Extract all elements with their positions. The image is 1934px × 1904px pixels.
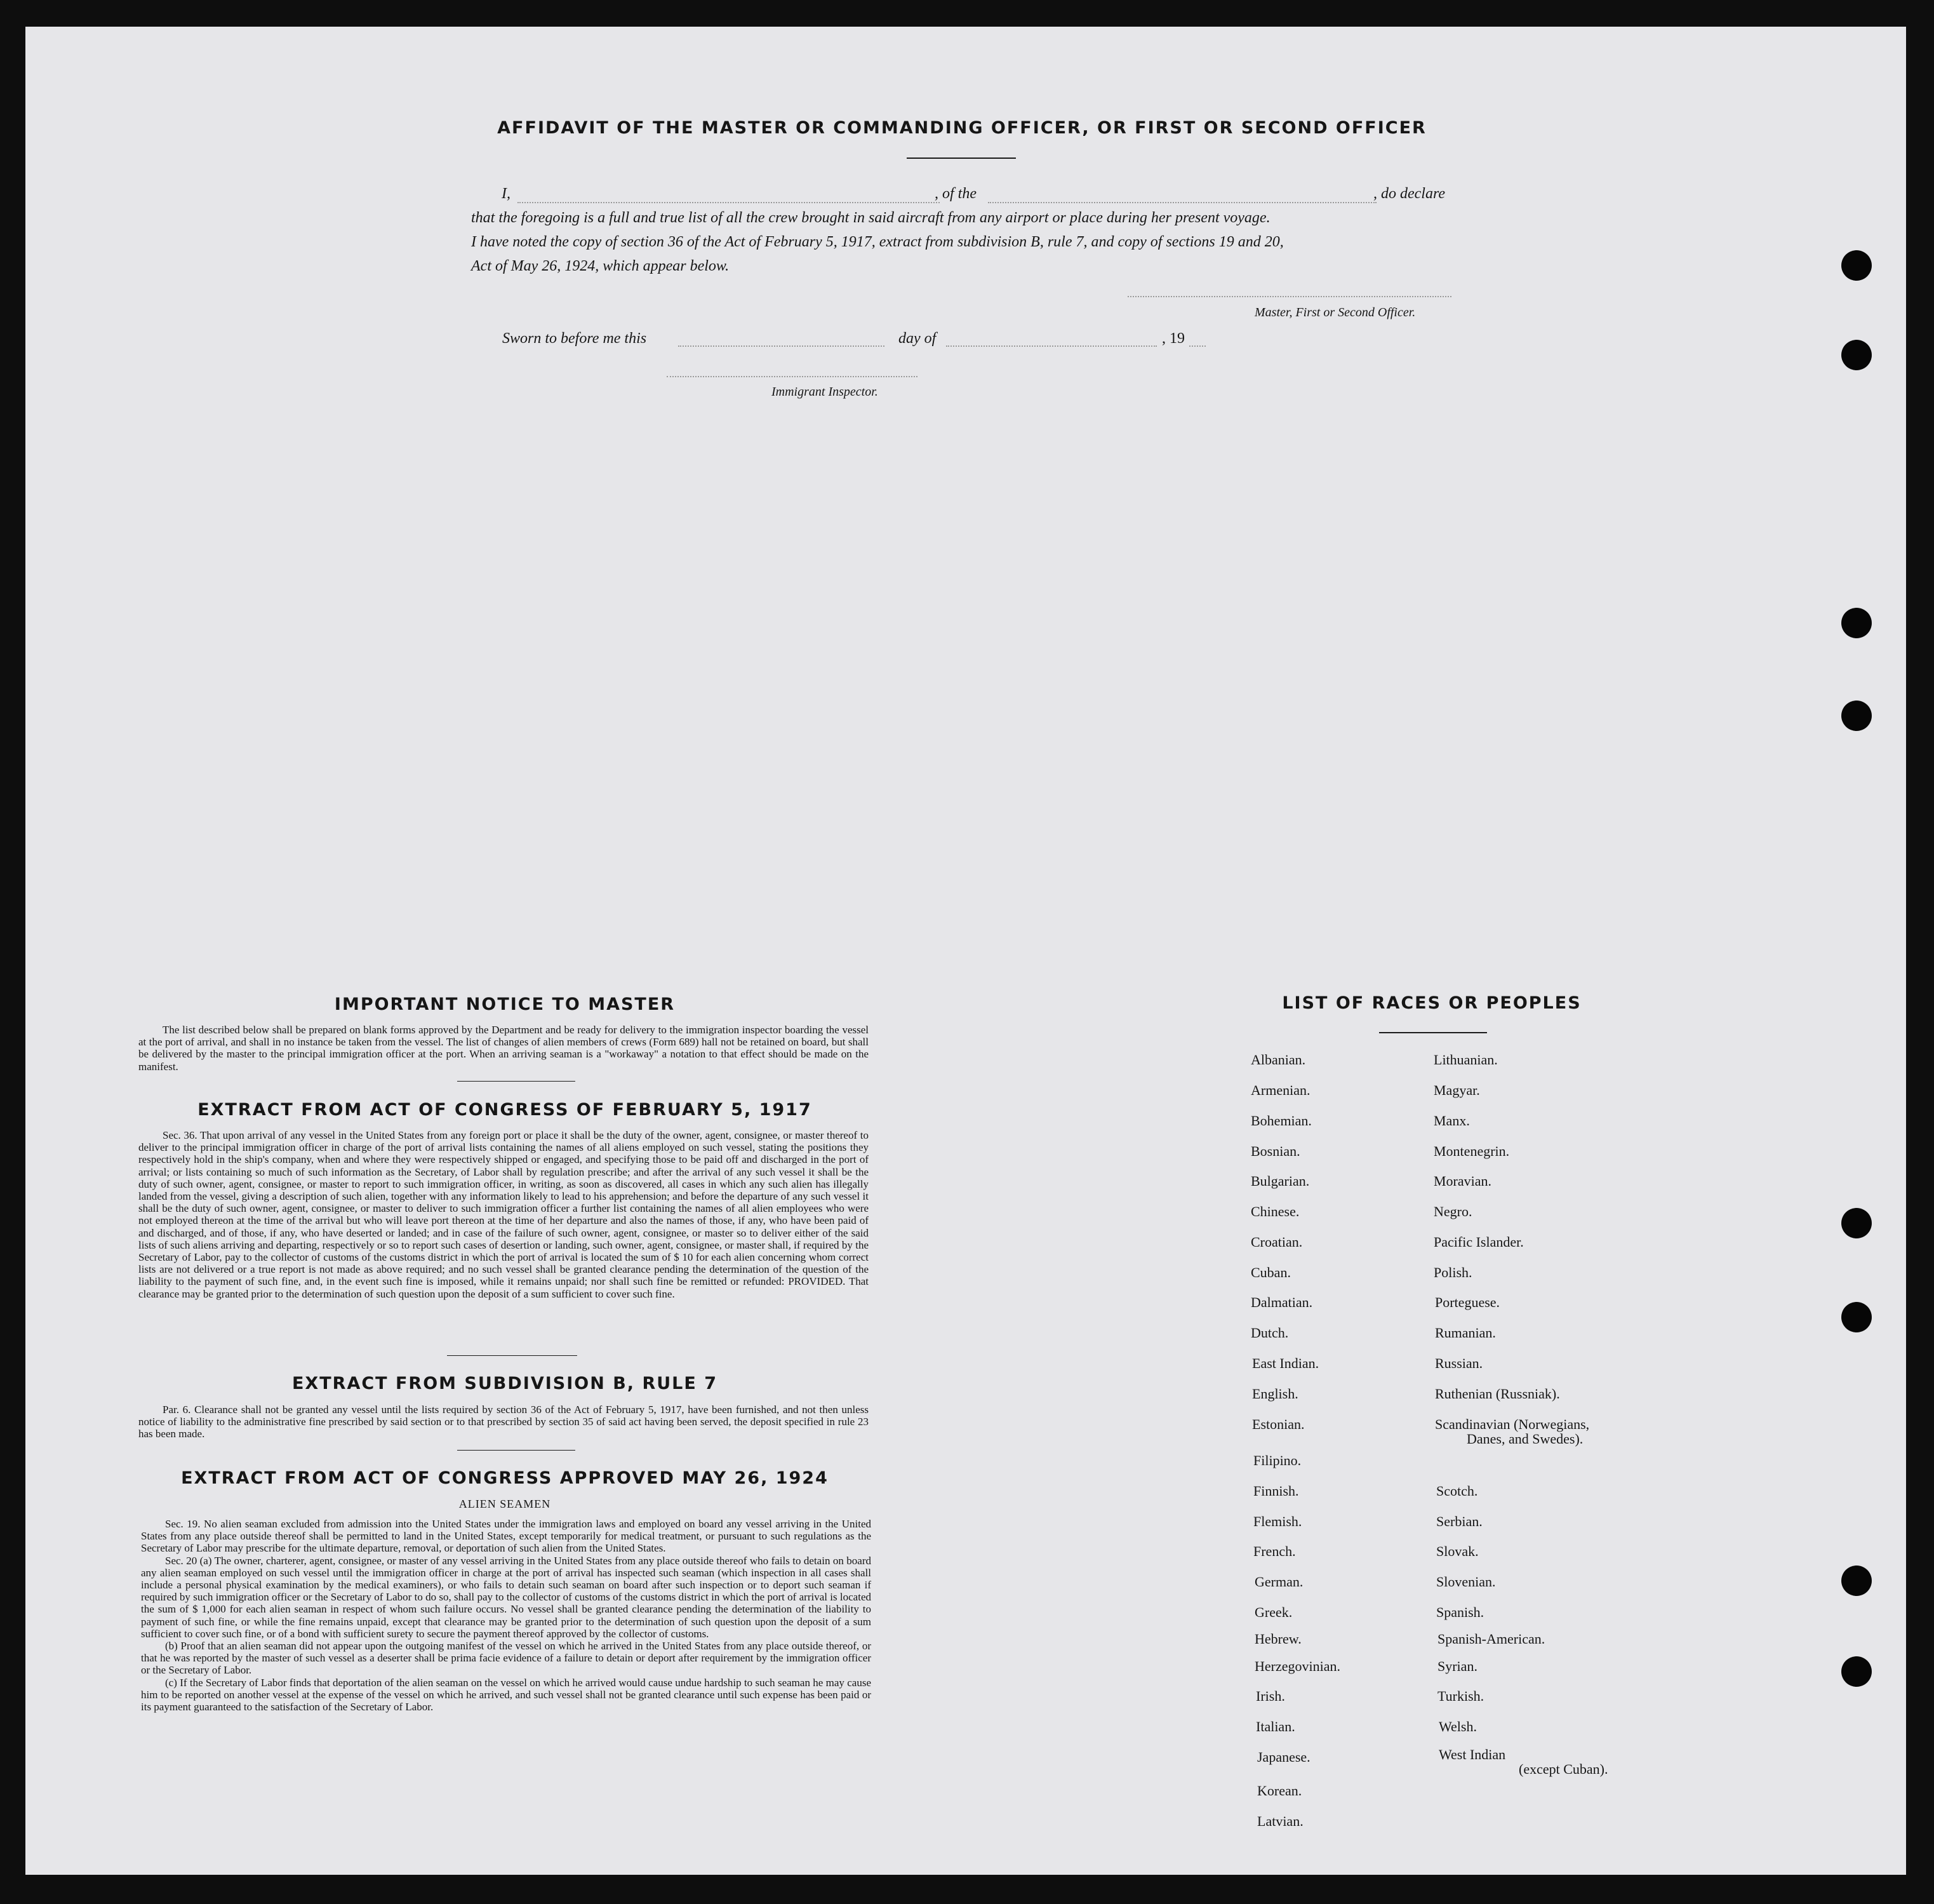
race-item: Dutch. [1251, 1325, 1289, 1341]
race-item: Moravian. [1434, 1173, 1492, 1189]
race-item: English. [1252, 1386, 1298, 1402]
race-item: West Indian [1439, 1746, 1506, 1762]
race-item: Ruthenian (Russniak). [1435, 1386, 1560, 1402]
race-item: Chinese. [1251, 1203, 1300, 1219]
race-item: Negro. [1434, 1203, 1472, 1219]
race-item: Montenegrin. [1434, 1143, 1510, 1159]
race-item: Irish. [1256, 1688, 1285, 1704]
notice-title: IMPORTANT NOTICE TO MASTER [334, 995, 676, 1014]
race-item: Scandinavian (Norwegians, [1435, 1416, 1590, 1432]
race-item: East Indian. [1252, 1355, 1319, 1371]
races-title: LIST OF RACES OR PEOPLES [1282, 993, 1582, 1013]
race-item: Bosnian. [1251, 1143, 1300, 1159]
race-item: Italian. [1256, 1719, 1295, 1734]
extract-1924-title: EXTRACT FROM ACT OF CONGRESS APPROVED MAY 26, 1924 [181, 1468, 829, 1488]
punch-hole [1841, 1656, 1872, 1687]
punch-hole [1841, 1208, 1872, 1238]
rule-7-title: EXTRACT FROM SUBDIVISION B, RULE 7 [291, 1374, 718, 1393]
race-item: Finnish. [1253, 1483, 1299, 1499]
extract-1917-text [138, 1129, 869, 1300]
name-blank[interactable] [517, 202, 940, 203]
sec-19-paragraph: Sec. 19. No alien seaman excluded from admission into the United States under the immigration laws and employed on board any vessel arriving in the United States from any place outside thereof shall be permitted to land in the United States, except temporarily for medical treatment, or pursuant to such regulations as the Secretary of Labor may prescribe for the ultimate departure, removal, or deportation of such alien from the United States. [141, 1518, 871, 1555]
race-item: Magyar. [1434, 1082, 1480, 1098]
notice-text [138, 1024, 869, 1073]
notice-paragraph: The list described below shall be prepared on blank forms approved by the Department and be ready for delivery to the immigration inspector boarding the vessel at the port of arrival, and shall in no instance be taken from the vessel. The list of changes of alien members of crews (Form 689) hall not be retained on board, but shall be delivered by the master to the principal immigration officer at the port. When an arriving seaman is a "workaway" a notation to that effect should be made on the manifest. [138, 1024, 869, 1073]
sec-20b-paragraph: (b) Proof that an alien seaman did not appear upon the outgoing manifest of the vessel on which he arrived in the United States from any place outside thereof, or that he was reported by the master of such vessel as a deserter shall be prima facie evidence of a failure to detain or deport after requirement by the immigration officer or the Secretary of Labor. [141, 1640, 871, 1677]
race-item: Spanish-American. [1437, 1631, 1545, 1647]
sworn-text: Sworn to before me this [502, 330, 647, 347]
race-item: Japanese. [1257, 1749, 1310, 1765]
affidavit-line-4: Act of May 26, 1924, which appear below. [471, 258, 730, 274]
alien-seamen-subtitle: ALIEN SEAMEN [458, 1498, 551, 1510]
sec-36-paragraph: Sec. 36. That upon arrival of any vessel in the United States from any foreign port or place it shall be the duty of the owner, agent, consignee, or master thereof to deliver to the principal immigration officer in charge of the port of arrival lists containing the names of all aliens employed on such vessel, stating the positions they respectively hold in the ship's company, when and where they were respectively shipped or engaged, and specifying those to be paid off and discharged in the port of arrival; or lists containing so much of such information as the Secretary, of Labor shall by regulation prescribe; and after the arrival of any such vessel it shall be the duty of such owner, agent, consignee, or master to report to such immigration officer, in writing, as soon as discovered, all cases in which any such alien has illegally landed from the vessel, giving a description of such alien, together with any information likely to lead to his apprehension; and before the departure of any such vessel it shall be the duty of such owner, agent, consignee, or master to deliver to such immigration officer a further list containing the names of all alien employees who were not employed thereon at the time of the arrival but who will leave port thereon at the time of her departure and also the names of those, if any, who have been paid of and discharged, and of those, if any, who have deserted or landed; and in case of the failure of such owner, agent, consignee, or master so to deliver either of the said lists of such aliens arriving and departing, respectively or so to report such cases of desertion or landing, such owner, agent, consignee, or master shall, if required by the Secretary of Labor, pay to the collector of customs of the customs district in which the port of arrival is located the sum of $ 10 for each alien concerning whom correct lists are not delivered or a true report is not made as above required; and no such vessel shall be granted clearance pending the determination of the question of the liability to the payment of such fine, and, in the event such fine is imposed, while it remains unpaid; nor shall such fine be remitted or refunded: PROVIDED. That clearance may be granted prior to the determination of such question upon the deposit of a sum sufficient to cover such fine. [138, 1129, 869, 1300]
race-item: Estonian. [1252, 1416, 1305, 1432]
race-item: Bulgarian. [1251, 1173, 1310, 1189]
race-item: Scotch. [1436, 1483, 1478, 1499]
aircraft-blank[interactable] [988, 202, 1377, 203]
race-item: Croatian. [1251, 1234, 1303, 1250]
punch-hole [1841, 608, 1872, 638]
day-of-text: day of [898, 330, 937, 347]
race-item: Manx. [1434, 1113, 1470, 1129]
race-item: Turkish. [1437, 1688, 1484, 1704]
affidavit-title: AFFIDAVIT OF THE MASTER OR COMMANDING OFFICER, OR FIRST OR SECOND OFFICER [497, 118, 1427, 138]
sec-20c-paragraph: (c) If the Secretary of Labor finds that deportation of the alien seaman on the vessel on which he arrived would cause undue hardship to such seaman he may cause him to be reported on another vessel at the expense of the vessel on which he arrived, and such vessel shall not be granted clearance until such expense has been paid or its payment guaranteed to the satisfaction of the Secretary of Labor. [141, 1676, 871, 1713]
race-item: Lithuanian. [1434, 1052, 1498, 1068]
race-item: Greek. [1255, 1604, 1293, 1620]
race-item: Cuban. [1251, 1264, 1291, 1280]
race-item: Filipino. [1253, 1452, 1302, 1468]
race-item: Spanish. [1436, 1604, 1484, 1620]
race-item: Polish. [1434, 1264, 1472, 1280]
race-item: Serbian. [1436, 1513, 1483, 1529]
race-item: (except Cuban). [1519, 1761, 1608, 1777]
punch-hole [1841, 1302, 1872, 1332]
section-rule [457, 1450, 575, 1451]
race-item: Hebrew. [1255, 1631, 1302, 1647]
race-item: Danes, and Swedes). [1467, 1431, 1584, 1447]
race-item: Rumanian. [1435, 1325, 1496, 1341]
race-item: Bohemian. [1251, 1113, 1312, 1129]
month-blank[interactable] [946, 345, 1157, 347]
race-item: Herzegovinian. [1255, 1658, 1340, 1674]
affidavit-line-2: that the foregoing is a full and true list of all the crew brought in said aircraft from any airport or place during her present voyage. [471, 210, 1270, 226]
race-item: Flemish. [1253, 1513, 1302, 1529]
punch-hole [1841, 701, 1872, 731]
title-rule [907, 158, 1016, 159]
race-item: Pacific Islander. [1434, 1234, 1524, 1250]
affidavit-line-3: I have noted the copy of section 36 of the Act of February 5, 1917, extract from subdivision B, rule 7, and copy of sections 19 and 20, [471, 234, 1284, 250]
race-item: Syrian. [1437, 1658, 1477, 1674]
punch-hole [1841, 250, 1872, 281]
race-item: French. [1253, 1543, 1296, 1559]
race-item: Armenian. [1251, 1082, 1310, 1098]
year-blank[interactable] [1189, 345, 1206, 347]
affidavit-of-the: , of the [935, 185, 977, 202]
affidavit-do-declare: , do declare [1373, 185, 1446, 202]
race-item: Slovak. [1436, 1543, 1479, 1559]
races-title-rule [1379, 1032, 1487, 1033]
extract-1924-text [141, 1518, 871, 1713]
race-item: Dalmatian. [1251, 1294, 1313, 1310]
race-item: Porteguese. [1435, 1294, 1500, 1310]
race-item: Latvian. [1257, 1813, 1304, 1829]
year-prefix: , 19 [1162, 330, 1185, 347]
race-item: Welsh. [1439, 1719, 1477, 1734]
race-item: German. [1255, 1574, 1304, 1590]
section-rule [447, 1355, 577, 1356]
punch-hole [1841, 1565, 1872, 1596]
rule-7-text [138, 1404, 869, 1440]
race-item: Korean. [1257, 1783, 1302, 1799]
signer-caption: Master, First or Second Officer. [1255, 305, 1416, 319]
race-item: Russian. [1435, 1355, 1483, 1371]
sec-20a-paragraph: Sec. 20 (a) The owner, charterer, agent, consignee, or master of any vessel arriving in the United States from any place outside thereof who fails to detain on board any alien seaman employed on such vessel until the immigration officer in charge at the port of arrival has inspected such seaman (which inspection in all cases shall include a personal physical examination by the medical examiners), or who fails to detain such seaman on board after such inspection or to deport such seaman if required by such immigration officer or the Secretary of Labor to do so, shall pay to the collector of customs of the customs district in which the port of arrival is located the sum of $ 1,000 for each alien seaman in respect of whom such failure occurs. No vessel shall be granted clearance pending the determination of the liability to payment of such fine, or while the fine remains unpaid, except that clearance may be granted prior to the determination of such question upon the deposit of a sum sufficient to cover such fine, or of a bond with sufficient surety to secure the payment thereof approved by the collector of customs. [141, 1554, 871, 1640]
inspector-signature-line[interactable] [667, 376, 917, 377]
race-item: Albanian. [1251, 1052, 1306, 1068]
race-item: Slovenian. [1436, 1574, 1496, 1590]
inspector-caption: Immigrant Inspector. [771, 385, 878, 399]
extract-1917-title: EXTRACT FROM ACT OF CONGRESS OF FEBRUARY 5, 1917 [197, 1100, 812, 1120]
punch-hole [1841, 340, 1872, 370]
signature-line[interactable] [1128, 296, 1451, 297]
affidavit-i: I, [502, 185, 510, 202]
day-blank[interactable] [678, 345, 884, 347]
section-rule [457, 1081, 575, 1082]
par-6-paragraph: Par. 6. Clearance shall not be granted any vessel until the lists required by section 36 of the Act of February 5, 1917, have been furnished, and not then unless notice of liability to the administrative fine prescribed by said section or to that prescribed by section 35 of said act having been served, the deposit specified in rule 23 has been made. [138, 1404, 869, 1440]
